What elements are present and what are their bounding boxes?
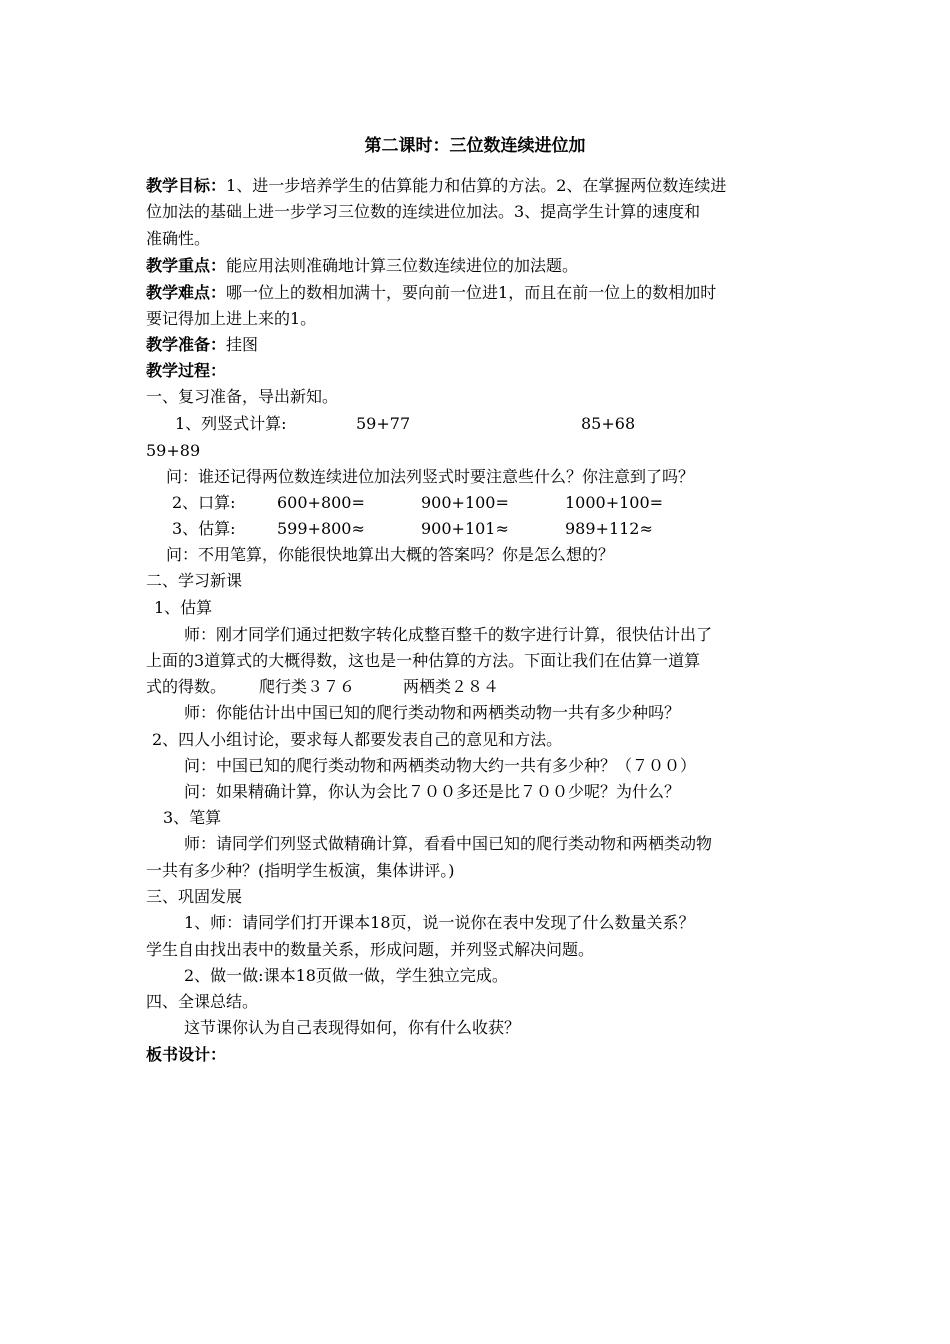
section-4-paragraph-1: 这节课你认为自己表现得如何，你有什么收获？ [184,1018,521,1037]
preparation-line [146,334,258,356]
difficulty-text-1: 哪一位上的数相加满十，要向前一位进1，而且在前一位上的数相加时 [226,283,717,302]
key-point-text: 能应用法则准确地计算三位数连续进位的加法题。 [226,256,579,275]
item-3-label: 3、估算: [172,519,236,538]
section-4-heading: 四、全课总结。 [146,992,259,1011]
objectives-line-3: 准确性。 [146,229,211,248]
difficulty-label: 教学难点： [146,283,227,302]
item-3-expr-b: 900+101≈ [421,519,509,538]
reptiles-count: 爬行类３７６ [259,677,356,696]
key-point-line [146,255,578,277]
item-1-expr-a: 59+77 [356,414,411,433]
difficulty-line-2: 要记得加上进上来的1。 [146,309,317,328]
page-title: 第二课时：三位数连续进位加 [364,136,586,156]
section-3-paragraph-1-line-1: 1、师：请同学们打开课本18页，说一说你在表中发现了什么数量关系？ [184,913,695,932]
amphibians-count: 两栖类２８４ [403,677,500,696]
objectives-line-2: 位加法的基础上进一步学习三位数的连续进位加法。3、提高学生计算的速度和 [146,202,701,221]
item-2-expr-a: 600+800= [277,493,365,512]
section-3-paragraph-1-line-2: 学生自由找出表中的数量关系，形成问题，并列竖式解决问题。 [146,940,595,959]
item-1-expr-b: 85+68 [581,414,636,433]
section-3-heading: 三、巩固发展 [146,887,243,906]
section-2-heading: 二、学习新课 [146,571,243,590]
key-point-label: 教学重点： [146,256,227,275]
question-4: 问：如果精确计算，你认为会比７００多还是比７００少呢？为什么？ [184,782,681,801]
section-1-heading: 一、复习准备，导出新知。 [146,387,339,406]
paragraph-3-line-1: 师：请同学们列竖式做精确计算，看看中国已知的爬行类动物和两栖类动物 [184,834,713,853]
objectives-label: 教学目标： [146,176,227,195]
item-2-label: 2、口算: [172,493,236,512]
difficulty-line-1 [146,282,716,304]
question-3: 问：中国已知的爬行类动物和两栖类动物大约一共有多少种？（７００） [184,756,697,775]
preparation-label: 教学准备： [146,335,227,354]
subsection-2: 2、四人小组讨论，要求每人都要发表自己的意见和方法。 [152,730,563,749]
paragraph-1-line-1: 师：刚才同学们通过把数字转化成整百整千的数字进行计算，很快估计出了 [184,625,713,644]
objectives-line-1 [146,175,726,197]
item-1-expr-c: 59+89 [146,441,201,460]
preparation-text: 挂图 [226,335,259,354]
paragraph-1-line-2: 上面的3道算式的大概得数，这也是一种估算的方法。下面让我们在估算一道算 [146,651,701,670]
paragraph-2: 师：你能估计出中国已知的爬行类动物和两栖类动物一共有多少种吗？ [184,703,681,722]
question-1: 问：谁还记得两位数连续进位加法列竖式时要注意些什么？你注意到了吗？ [166,467,695,486]
subsection-1: 1、估算 [154,598,213,617]
process-label: 教学过程： [146,361,227,380]
item-1-label: 1、列竖式计算: [175,414,287,433]
subsection-3: 3、笔算 [163,808,222,827]
item-3-expr-a: 599+800≈ [277,519,365,538]
objectives-text-1: 1、进一步培养学生的估算能力和估算的方法。2、在掌握两位数连续进 [226,176,727,195]
item-2-expr-b: 900+100= [421,493,509,512]
section-3-paragraph-2: 2、做一做:课本18页做一做，学生独立完成。 [184,966,508,985]
item-3-expr-c: 989+112≈ [565,519,653,538]
item-2-expr-c: 1000+100= [565,493,664,512]
question-2: 问：不用笔算，你能很快地算出大概的答案吗？你是怎么想的？ [166,545,615,564]
paragraph-3-line-2: 一共有多少种？(指明学生板演，集体讲评。) [146,861,455,880]
board-design-label: 板书设计： [146,1045,227,1064]
paragraph-1-line-3: 式的得数。 [146,677,227,696]
